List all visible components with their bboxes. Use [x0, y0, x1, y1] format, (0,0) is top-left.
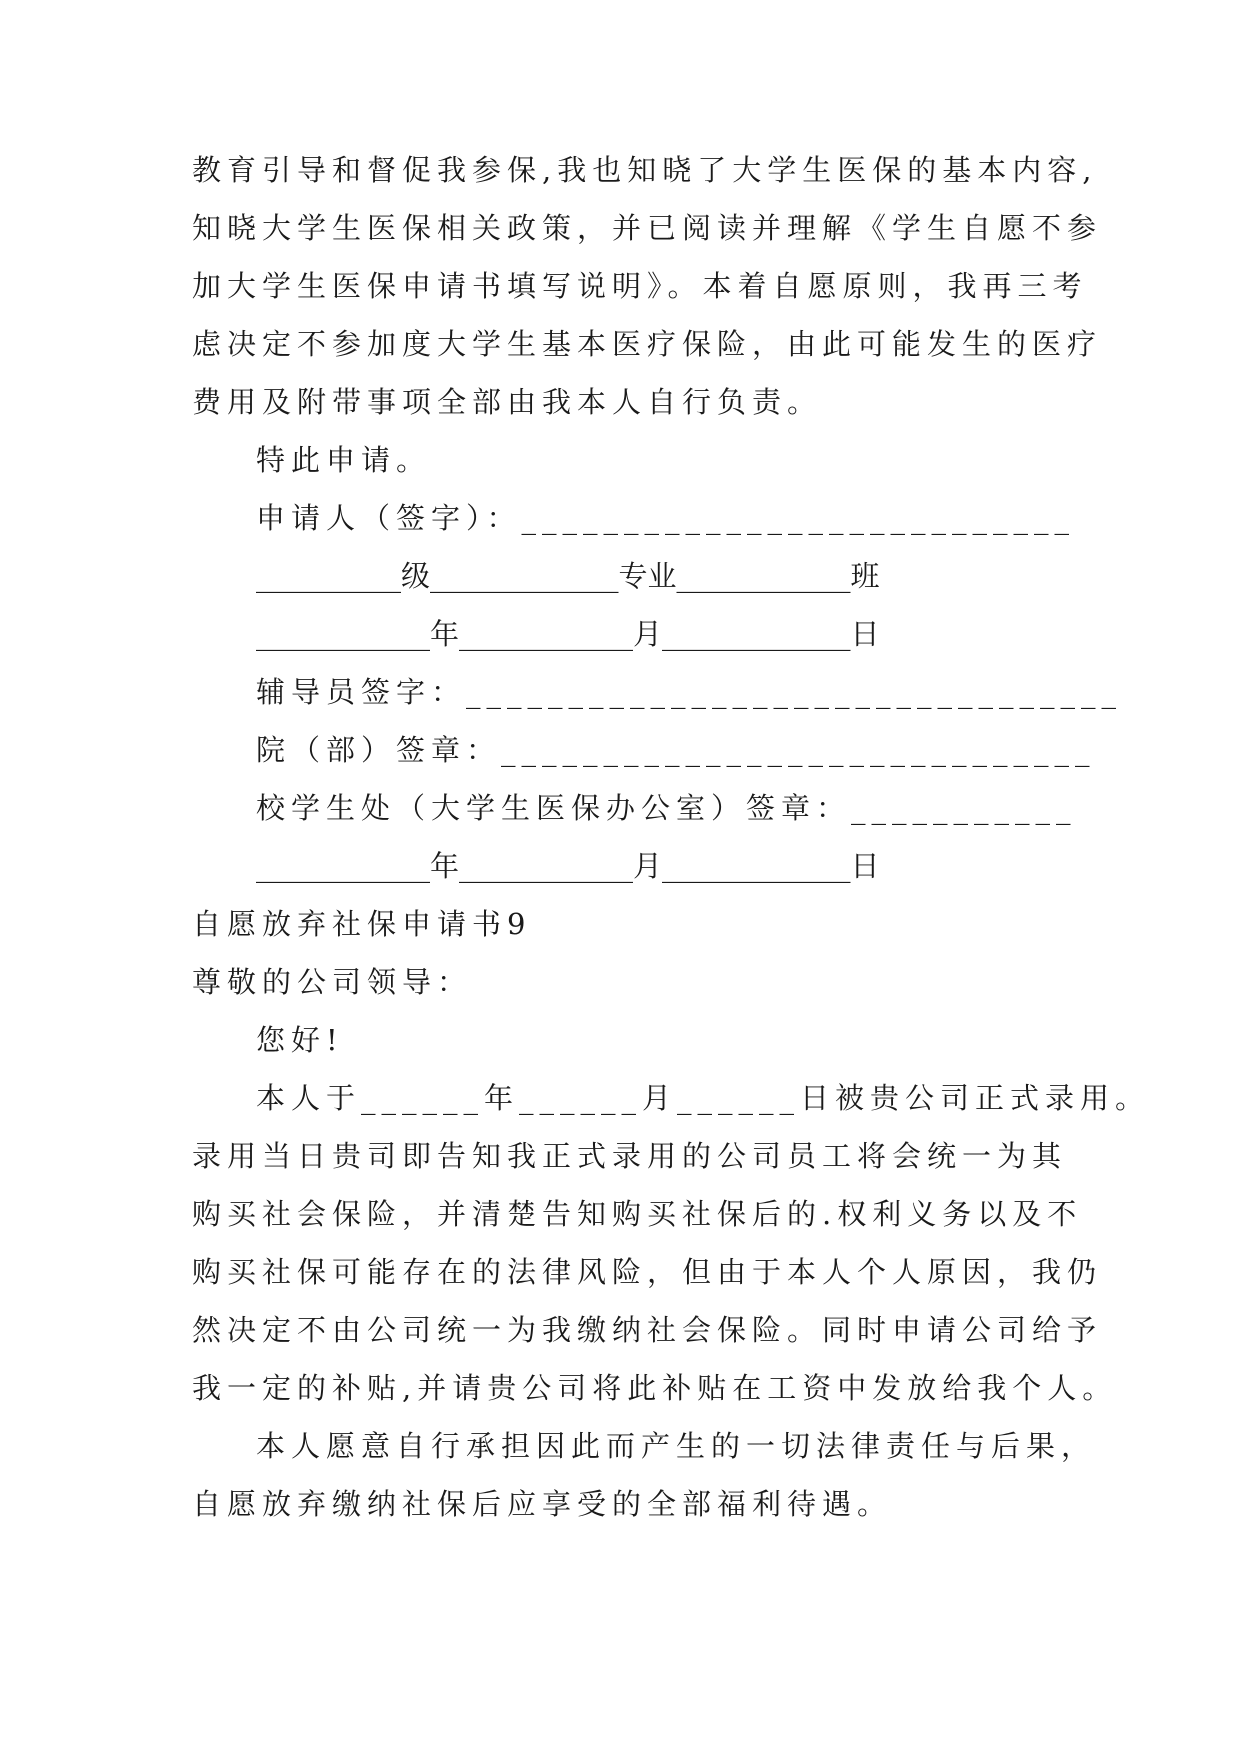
paragraph-line: 录用当日贵司即告知我正式录用的公司员工将会统一为其 [192, 1139, 1068, 1173]
salutation: 尊敬的公司领导： [192, 965, 473, 999]
greeting: 您好! [256, 1023, 344, 1057]
signature-department-line: 院（部）签章：_____________________________ [256, 733, 1096, 767]
paragraph-line: 自愿放弃缴纳社保后应享受的全部福利待遇。 [192, 1487, 893, 1521]
paragraph-line: 然决定不由公司统一为我缴纳社会保险。同时申请公司给予 [192, 1313, 1103, 1347]
date-line: ____________年____________月_____________日 [256, 617, 880, 651]
paragraph-line: 教育引导和督促我参保,我也知晓了大学生医保的基本内容, [192, 153, 1098, 187]
paragraph-line: 本人于______年______月______日被贵公司正式录用。 [256, 1081, 1151, 1115]
signature-counselor-line: 辅导员签字：________________________________ [256, 675, 1123, 709]
paragraph-line: 加大学生医保申请书填写说明》。本着自愿原则，我再三考 [192, 269, 1088, 303]
paragraph-line: 费用及附带事项全部由我本人自行负责。 [192, 385, 823, 419]
paragraph-line: 购买社会保险，并清楚告知购买社保后的.权利义务以及不 [192, 1197, 1083, 1231]
paragraph-line: 购买社保可能存在的法律风险，但由于本人个人原因，我仍 [192, 1255, 1103, 1289]
section-title: 自愿放弃社保申请书9 [192, 907, 532, 941]
signature-office-line: 校学生处（大学生医保办公室）签章：___________ [256, 791, 1077, 825]
paragraph-line: 虑决定不参加度大学生基本医疗保险，由此可能发生的医疗 [192, 327, 1103, 361]
signature-applicant-line: 申请人（签字）：___________________________ [256, 501, 1076, 535]
paragraph-line: 本人愿意自行承担因此而产生的一切法律责任与后果， [256, 1429, 1097, 1463]
date-line: ____________年____________月_____________日 [256, 849, 880, 883]
paragraph-line: 我一定的补贴,并请贵公司将此补贴在工资中发放给我个人。 [192, 1371, 1118, 1405]
class-major-line: __________级_____________专业____________班 [256, 559, 880, 593]
closing-line: 特此申请。 [256, 443, 432, 477]
paragraph-line: 知晓大学生医保相关政策，并已阅读并理解《学生自愿不参 [192, 211, 1103, 245]
